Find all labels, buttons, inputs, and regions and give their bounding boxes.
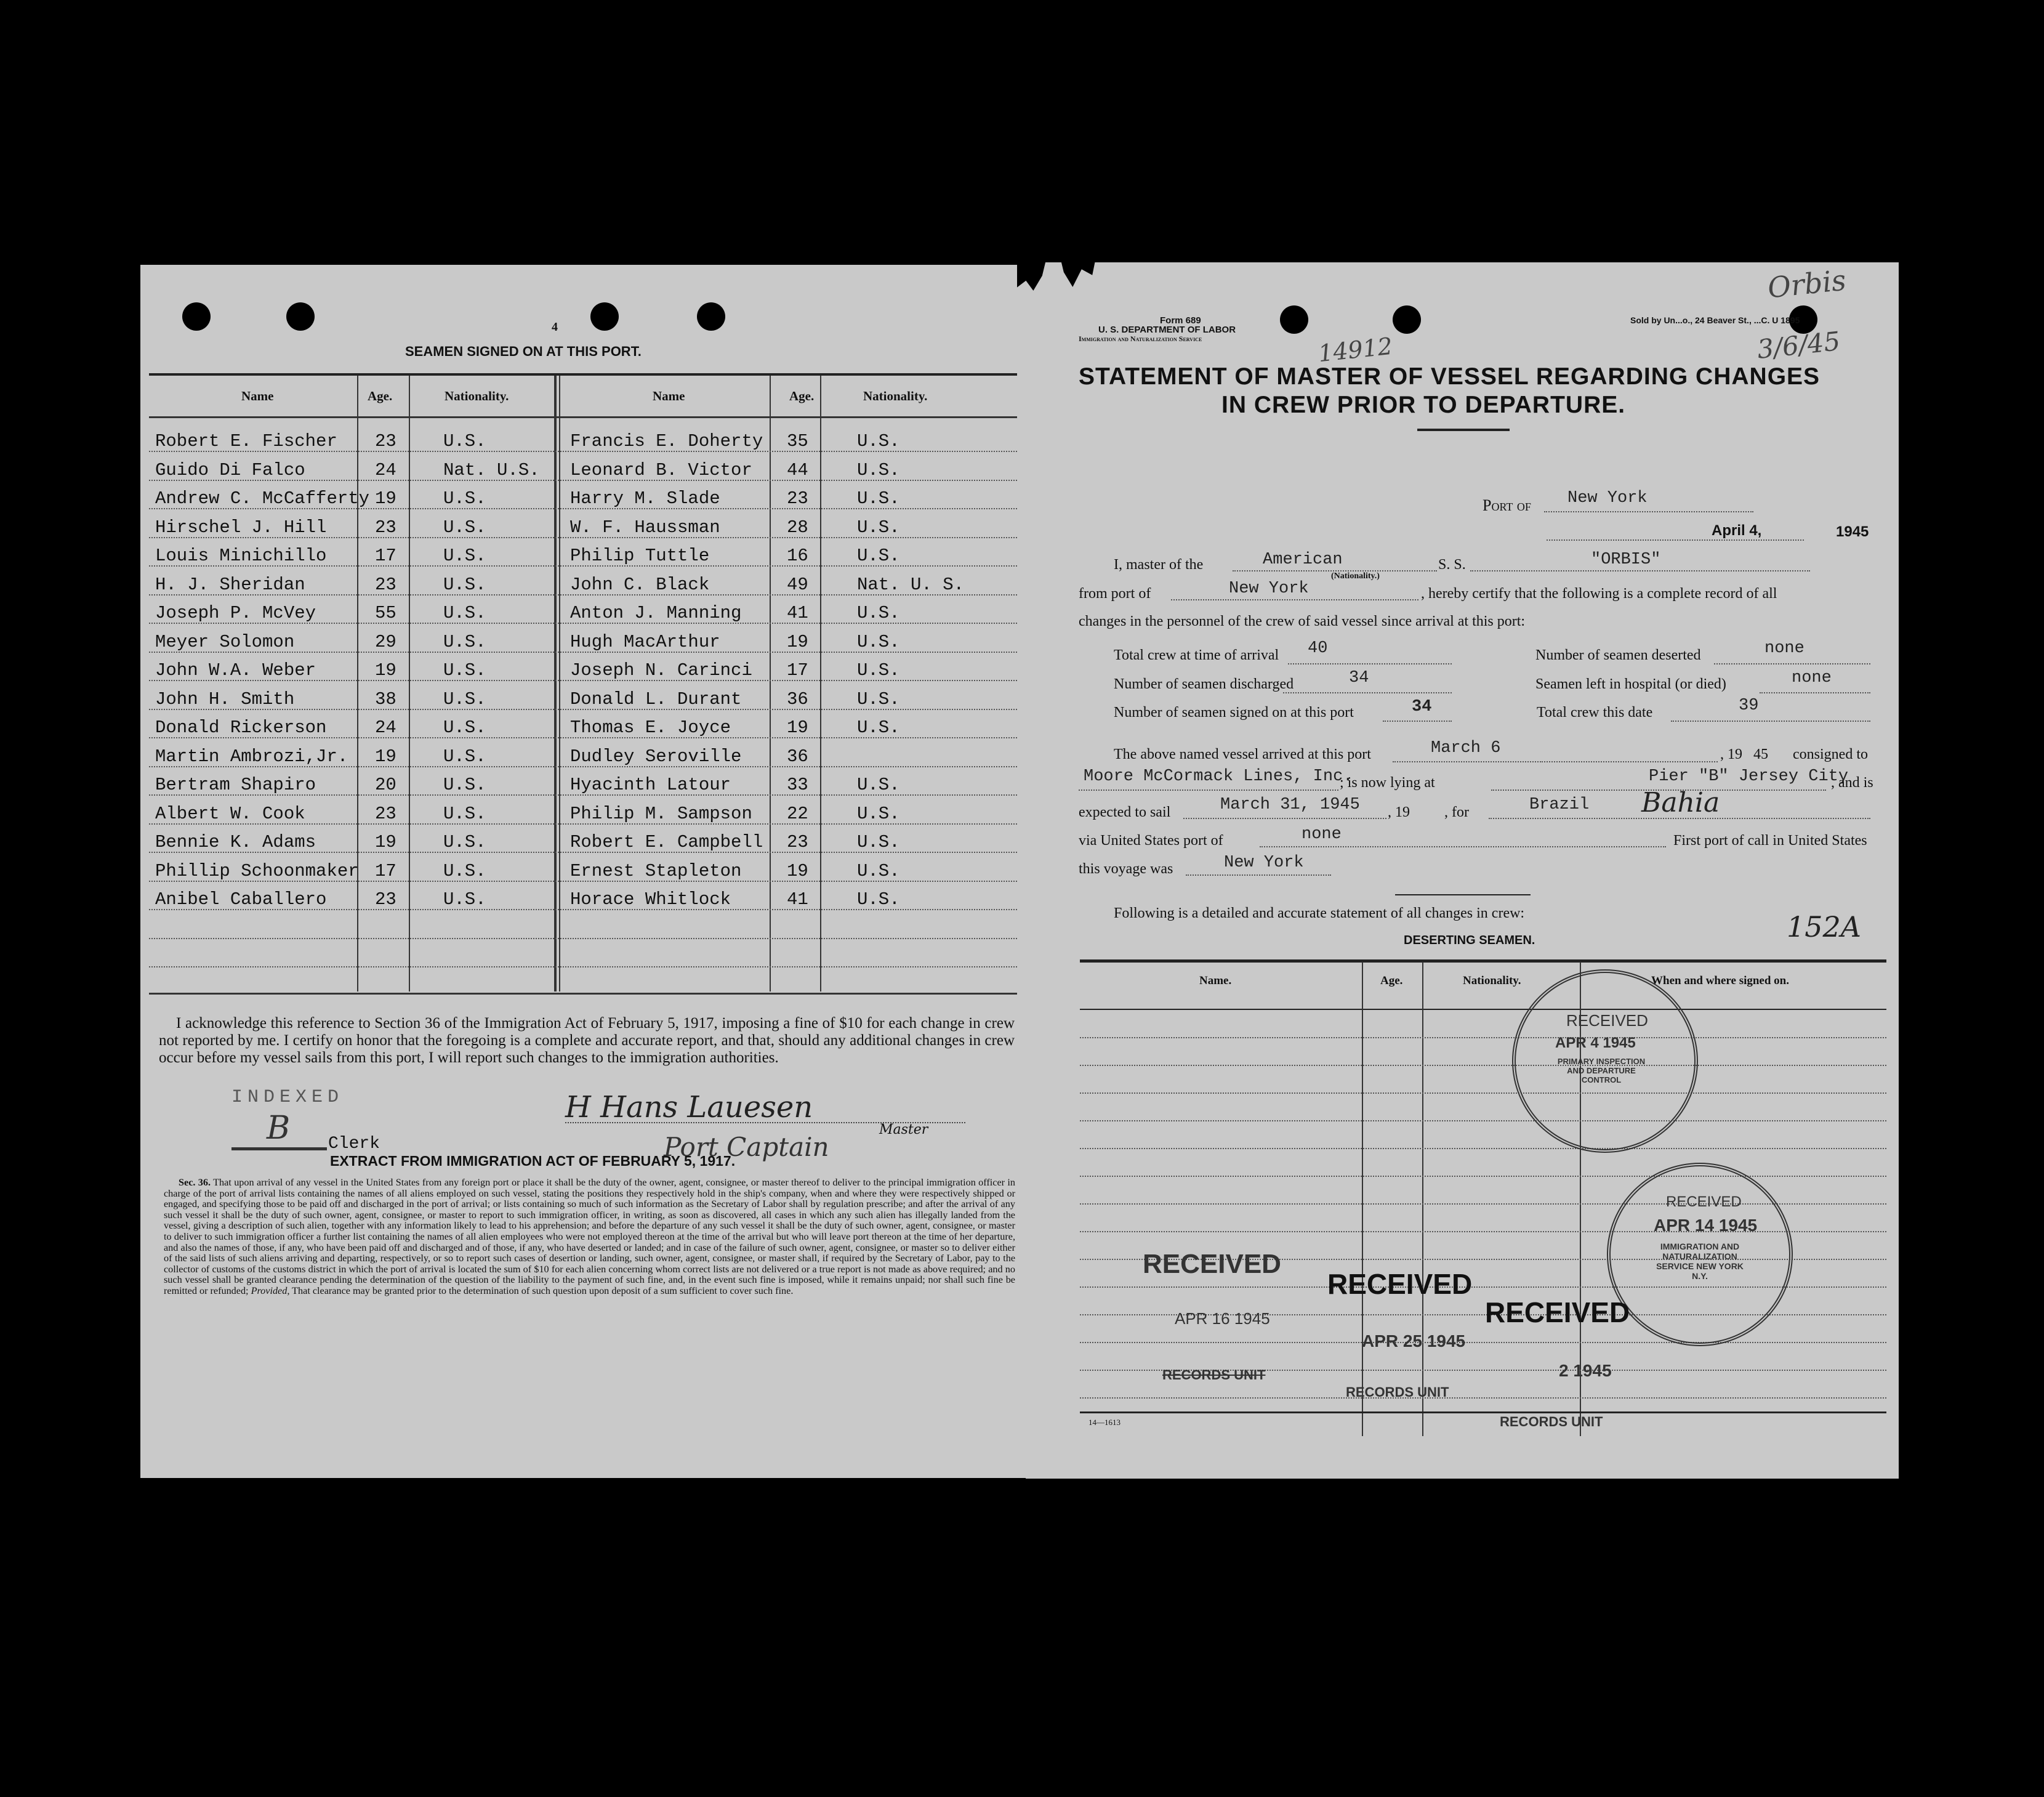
cell-age: 19 <box>787 631 808 652</box>
port-of-line <box>1544 511 1753 512</box>
punch-hole <box>697 302 725 331</box>
voyage-value: New York <box>1224 854 1304 872</box>
cell-name: Louis Minichillo <box>155 546 327 566</box>
extract-provided: Provided, <box>251 1285 290 1296</box>
cell-nat: U.S. <box>857 517 900 538</box>
cell-age: 33 <box>787 775 808 795</box>
received-stamp-3: RECEIVED <box>1485 1296 1630 1328</box>
deserting-heading: DESERTING SEAMEN. <box>1404 934 1535 947</box>
from-port-line <box>1171 599 1418 600</box>
clerk-initial: B <box>267 1110 291 1147</box>
deserting-row <box>1080 1092 1886 1094</box>
crew-row <box>149 510 1017 539</box>
deserting-header-rule <box>1080 1009 1886 1010</box>
col-nat-2: Nationality. <box>863 388 928 403</box>
cell-nat: U.S. <box>443 717 486 738</box>
handwritten-date: 3/6/45 <box>1755 326 1842 365</box>
expected-label: expected to sail <box>1079 804 1171 820</box>
cell-nat: U.S. <box>443 832 486 852</box>
col-age-1: Age. <box>368 388 393 403</box>
cell-age: 22 <box>787 803 808 824</box>
master-signature: H Hans Lauesen <box>565 1090 813 1125</box>
crew-row <box>149 939 1017 968</box>
for-line <box>1489 818 1870 819</box>
deserting-col-nationality: Nationality. <box>1463 974 1521 987</box>
arrived-year-prefix: , 19 <box>1720 746 1742 762</box>
cell-nat: U.S. <box>443 431 486 451</box>
row-line <box>149 966 1017 967</box>
consignee-line <box>1079 789 1338 791</box>
cell-nat: Nat. U. S. <box>857 574 965 595</box>
count-line <box>1760 692 1870 693</box>
cell-name: Thomas E. Joyce <box>570 717 731 738</box>
cell-nat: U.S. <box>857 860 900 881</box>
total-crew-arrival-value: 40 <box>1308 639 1328 658</box>
signed-on-value: 34 <box>1412 698 1432 716</box>
page-number: 4 <box>552 320 558 334</box>
deserting-col-name: Name. <box>1199 974 1232 987</box>
col-nat-1: Nationality. <box>445 388 509 403</box>
cell-name: Meyer Solomon <box>155 631 295 652</box>
cell-age: 36 <box>787 746 808 767</box>
handwritten-152a: 152A <box>1787 910 1862 943</box>
consigned-label: consigned to <box>1793 746 1868 762</box>
cell-age: 36 <box>787 689 808 709</box>
cell-nat: U.S. <box>857 631 900 652</box>
cell-age: 29 <box>375 631 396 652</box>
deserting-row <box>1080 1176 1886 1177</box>
total-crew-date-label: Total crew this date <box>1537 705 1653 721</box>
cell-name: Bertram Shapiro <box>155 775 316 795</box>
cell-nat: U.S. <box>443 517 486 538</box>
crew-row <box>149 882 1017 911</box>
crew-row <box>149 481 1017 510</box>
cell-name: Donald L. Durant <box>570 689 742 709</box>
from-port-label: from port of <box>1079 586 1151 602</box>
crew-row <box>149 767 1017 796</box>
cell-nat: U.S. <box>857 775 900 795</box>
cell-age: 23 <box>787 488 808 509</box>
clerk-underline <box>231 1147 327 1150</box>
port-of-value: New York <box>1567 489 1648 507</box>
crew-row <box>149 624 1017 653</box>
cell-nat: U.S. <box>857 660 900 680</box>
footer-code: 14—1613 <box>1088 1418 1121 1427</box>
cell-nat: U.S. <box>443 660 486 680</box>
col-age-2: Age. <box>789 388 815 403</box>
received-stamp-1-date: APR 16 1945 <box>1175 1309 1270 1328</box>
nationality-value: American <box>1263 551 1343 569</box>
deserting-col-age: Age. <box>1380 974 1403 987</box>
nationality-caption: (Nationality.) <box>1331 571 1380 581</box>
cell-nat: U.S. <box>857 488 900 509</box>
crew-row <box>149 653 1017 682</box>
cell-age: 23 <box>375 889 396 910</box>
cell-age: 41 <box>787 889 808 910</box>
col-name-2: Name <box>653 388 685 403</box>
cell-name: Anton J. Manning <box>570 603 742 623</box>
cell-age: 44 <box>787 459 808 480</box>
via-label: via United States port of <box>1079 833 1223 849</box>
cell-name: Andrew C. McCafferty <box>155 488 370 509</box>
expected-value: March 31, 1945 <box>1220 796 1360 814</box>
discharged-label: Number of seamen discharged <box>1114 676 1294 692</box>
date-line <box>1547 539 1804 541</box>
cell-age: 23 <box>375 517 396 538</box>
date-value: April 4, <box>1712 522 1762 539</box>
and-is: , and is <box>1831 775 1873 791</box>
deserting-rule <box>1422 962 1423 1436</box>
cell-age: 17 <box>787 660 808 680</box>
circle-stamp-sub-2: IMMIGRATION AND NATURALIZATION SERVICE NEW YORK N.Y. <box>1656 1242 1744 1281</box>
cell-name: Hirschel J. Hill <box>155 517 327 538</box>
discharged-value: 34 <box>1349 669 1369 687</box>
cell-age: 19 <box>375 660 396 680</box>
service: Immigration and Naturalization Service <box>1079 334 1202 343</box>
cell-nat: U.S. <box>443 775 486 795</box>
cell-nat: U.S. <box>443 689 486 709</box>
received-stamp-2-date: APR 25 1945 <box>1362 1331 1466 1351</box>
lying-value: Pier "B" Jersey City <box>1649 767 1849 786</box>
hospital-value: none <box>1792 669 1832 687</box>
circle-stamp-received-2: RECEIVED <box>1666 1193 1742 1210</box>
for-value: Brazil <box>1529 796 1590 814</box>
cell-name: Robert E. Fischer <box>155 431 337 451</box>
cell-name: Martin Ambrozi,Jr. <box>155 746 348 767</box>
crew-row <box>149 825 1017 854</box>
following-text: Following is a detailed and accurate statement of all changes in crew: <box>1114 905 1525 921</box>
deserting-rule <box>1362 962 1363 1436</box>
punch-hole <box>590 302 619 331</box>
cell-name: Guido Di Falco <box>155 459 305 480</box>
cell-age: 35 <box>787 431 808 451</box>
deserting-row <box>1080 1342 1886 1343</box>
cell-nat: U.S. <box>443 603 486 623</box>
certify-text: , hereby certify that the following is a complete record of all <box>1421 586 1777 602</box>
count-line <box>1714 663 1870 664</box>
crew-row <box>149 538 1017 567</box>
circle-stamp-primary-inspection <box>1512 969 1698 1153</box>
master-label: Master <box>879 1122 928 1137</box>
arrived-year: 45 <box>1753 746 1768 762</box>
cell-nat: U.S. <box>443 574 486 595</box>
torn-edge <box>1060 257 1096 287</box>
cell-name: Joseph P. McVey <box>155 603 316 623</box>
arrived-value: March 6 <box>1431 739 1501 757</box>
received-stamp-1-unit: RECORDS UNIT <box>1162 1367 1266 1383</box>
from-port-value: New York <box>1229 579 1309 598</box>
count-line <box>1283 692 1452 693</box>
first-port-label: First port of call in United States <box>1673 833 1867 849</box>
total-crew-arrival-label: Total crew at time of arrival <box>1114 647 1279 663</box>
received-stamp-3-date: 2 1945 <box>1559 1361 1612 1380</box>
cell-nat: U.S. <box>857 689 900 709</box>
deserting-top-rule <box>1080 959 1886 963</box>
cell-name: Hyacinth Latour <box>570 775 731 795</box>
hospital-label: Seamen left in hospital (or died) <box>1535 676 1726 692</box>
punch-hole <box>1393 305 1421 334</box>
circle-stamp-sub: PRIMARY INSPECTION AND DEPARTURE CONTROL <box>1557 1057 1646 1084</box>
cell-name: Bennie K. Adams <box>155 832 316 852</box>
arrived-line-2 <box>1544 761 1718 762</box>
cell-nat: U.S. <box>857 603 900 623</box>
form-title-line1: STATEMENT OF MASTER OF VESSEL REGARDING CHANGES <box>1079 363 1821 390</box>
extract-sec: Sec. 36. <box>179 1177 211 1188</box>
deserting-col-when: When and where signed on. <box>1651 974 1790 987</box>
count-line <box>1383 721 1452 722</box>
cell-name: John H. Smith <box>155 689 295 709</box>
cell-age: 23 <box>375 431 396 451</box>
changes-text: changes in the personnel of the crew of said vessel since arrival at this port: <box>1079 613 1526 629</box>
received-stamp-2-unit: RECORDS UNIT <box>1346 1384 1449 1400</box>
crew-table-header <box>149 373 1017 418</box>
cell-age: 55 <box>375 603 396 623</box>
cell-nat: U.S. <box>857 459 900 480</box>
master-of-label: I, master of the <box>1114 557 1204 573</box>
cell-age: 49 <box>787 574 808 595</box>
received-stamp-1: RECEIVED <box>1143 1249 1281 1279</box>
deserting-row <box>1080 1037 1886 1038</box>
extract-body: That upon arrival of any vessel in the United States from any foreign port or place it shall be the duty of the owner, agent, consignee, or master thereof to deliver to the principal immigration officer in charge of the port of arrival lists containing the names of all aliens employed on such vessel, stating the positions they respectively hold in the ship's company, when and where they were respectively shipped or engaged, and specifying those to be paid off and discharged in the port of arrival; or lists containing so much of such information as the Secretary of Labor shall by regulation prescribe; and after the arrival of any such vessel it shall be the duty of such owner, agent, consignee, or master to report to such immigration officer, in writing, as soon as discovered, all cases in which any such alien has illegally landed from the vessel, giving a description of such alien, together with any information likely to lead to his apprehension; and before the departure of any such vessel it shall be the duty of such owner, agent, consignee, or master to deliver to such immigration officer a further list containing the names of all alien employees who were not employed thereon at the time of the arrival but who will leave port thereon at the time of her departure, and also the names of those, if any, who have been paid off and discharged and of those, if any, who have deserted or landed; and in case of the failure of such owner, agent, consignee, or master so to deliver either of the said lists of such aliens arriving and departing, respectively, or so to report such cases of desertion or landing, such owner, agent, consignee, or master shall, if required by the Secretary of Labor, pay to the collector of customs of the customs district in which the port of arrival is located the sum of $10 for each alien concerning whom correct lists are not delivered or a true report is not made as above required; and no such vessel shall be granted clearance pending the determination of the question of the liability to the payment of such fine, and, in the event such fine is imposed, while it remains unpaid; nor shall such fine be remitted or refunded; <box>164 1177 1015 1296</box>
cell-name: H. J. Sheridan <box>155 574 305 595</box>
cell-age: 19 <box>375 832 396 852</box>
consignee-value: Moore McCormack Lines, Inc. <box>1084 767 1353 786</box>
crew-row <box>149 453 1017 482</box>
circle-stamp-date: APR 4 1945 <box>1555 1035 1636 1051</box>
punch-hole <box>286 302 315 331</box>
total-crew-date-value: 39 <box>1739 697 1759 715</box>
cell-age: 19 <box>787 717 808 738</box>
cell-name: Harry M. Slade <box>570 488 720 509</box>
seamen-signed-heading: SEAMEN SIGNED ON AT THIS PORT. <box>405 344 642 359</box>
extract-text <box>164 1177 1015 1297</box>
for-label: , for <box>1444 804 1469 820</box>
cell-age: 20 <box>375 775 396 795</box>
divider <box>1395 894 1531 895</box>
circle-stamp-received: RECEIVED <box>1566 1011 1648 1030</box>
voyage-line <box>1186 874 1331 876</box>
cell-age: 23 <box>787 832 808 852</box>
cell-age: 19 <box>375 488 396 509</box>
deserted-label: Number of seamen deserted <box>1535 647 1701 663</box>
crew-row <box>149 911 1017 940</box>
cell-age: 17 <box>375 546 396 566</box>
cell-name: Leonard B. Victor <box>570 459 752 480</box>
cell-nat: U.S. <box>443 889 486 910</box>
col-name-1: Name <box>241 388 274 403</box>
date-year: 1945 <box>1836 523 1869 540</box>
cell-age: 38 <box>375 689 396 709</box>
cell-nat: U.S. <box>443 746 486 767</box>
received-stamp-3-unit: RECORDS UNIT <box>1500 1414 1603 1429</box>
indexed-stamp: INDEXED <box>231 1087 344 1108</box>
cell-name: Philip Tuttle <box>570 546 710 566</box>
cell-nat: U.S. <box>857 889 900 910</box>
via-value: none <box>1302 825 1342 844</box>
crew-row <box>149 567 1017 596</box>
cell-name: Hugh MacArthur <box>570 631 720 652</box>
nineteen: , 19 <box>1388 804 1410 820</box>
ss-label: S. S. <box>1438 557 1466 573</box>
cell-name: Albert W. Cook <box>155 803 305 824</box>
crew-row <box>149 710 1017 739</box>
sold-by: Sold by Un...o., 24 Beaver St., ...C. U 1895 <box>1630 315 1800 325</box>
title-underline <box>1417 429 1510 431</box>
cell-age: 17 <box>375 860 396 881</box>
extract-heading: EXTRACT FROM IMMIGRATION ACT OF FEBRUARY 5, 1917. <box>330 1153 736 1169</box>
cell-name: John W.A. Weber <box>155 660 316 680</box>
extract-tail: That clearance may be granted prior to the determination of such question upon deposit of a sum sufficient to cover such fine. <box>292 1285 794 1296</box>
port-of-label: Port of <box>1483 496 1531 514</box>
cell-nat: U.S. <box>857 546 900 566</box>
deserting-row <box>1080 1120 1886 1121</box>
cell-age: 24 <box>375 459 396 480</box>
count-line <box>1671 721 1870 722</box>
arrived-line <box>1393 761 1543 762</box>
via-line <box>1260 846 1666 847</box>
crew-row <box>149 854 1017 882</box>
punch-hole <box>182 302 211 331</box>
cell-nat: U.S. <box>857 431 900 451</box>
circle-stamp-date-2: APR 14 1945 <box>1654 1216 1758 1235</box>
cell-nat: U.S. <box>857 803 900 824</box>
cell-name: Anibel Caballero <box>155 889 327 910</box>
signed-on-label: Number of seamen signed on at this port <box>1114 705 1354 721</box>
cell-nat: Nat. U.S. <box>443 459 540 480</box>
cell-age: 23 <box>375 803 396 824</box>
crew-row <box>149 682 1017 711</box>
cell-name: John C. Black <box>570 574 710 595</box>
clerk-label: Clerk <box>328 1134 380 1153</box>
left-page <box>140 265 1029 1478</box>
cell-name: Phillip Schoonmaker <box>155 860 359 881</box>
crew-row <box>149 424 1017 453</box>
cell-age: 23 <box>375 574 396 595</box>
cell-name: Francis E. Doherty <box>570 431 763 451</box>
cell-nat: U.S. <box>443 546 486 566</box>
cell-nat: U.S. <box>443 860 486 881</box>
handwritten-number: 14912 <box>1317 332 1394 368</box>
acknowledgement-text: I acknowledge this reference to Section 36 of the Immigration Act of February 5, 1917, imposing a fine of $10 for each change in crew not reported by me. I certify on honor that the foregoing is a complete and accurate report, and that, should any additional changes in crew occur before my vessel sails from this port, I will report such changes to the immigration authorities. <box>159 1015 1015 1066</box>
cell-nat: U.S. <box>857 717 900 738</box>
cell-name: Donald Rickerson <box>155 717 327 738</box>
cell-name: W. F. Haussman <box>570 517 720 538</box>
cell-nat: U.S. <box>443 488 486 509</box>
crew-row <box>149 596 1017 624</box>
deserting-row <box>1080 1148 1886 1149</box>
received-stamp-2: RECEIVED <box>1327 1268 1473 1300</box>
cell-age: 16 <box>787 546 808 566</box>
cell-name: Robert E. Campbell <box>570 832 763 852</box>
crew-row <box>149 739 1017 768</box>
expected-line <box>1183 818 1386 819</box>
crew-row <box>149 796 1017 825</box>
cell-name: Dudley Seroville <box>570 746 742 767</box>
cell-age: 24 <box>375 717 396 738</box>
form-title-line2: IN CREW PRIOR TO DEPARTURE. <box>1221 392 1626 418</box>
cell-age: 28 <box>787 517 808 538</box>
arrived-label: The above named vessel arrived at this port <box>1114 746 1371 762</box>
department: U. S. DEPARTMENT OF LABOR <box>1098 325 1236 335</box>
cell-name: Horace Whitlock <box>570 889 731 910</box>
cell-nat: U.S. <box>443 631 486 652</box>
cell-name: Ernest Stapleton <box>570 860 742 881</box>
deserting-bottom-rule <box>1080 1411 1886 1413</box>
cell-age: 19 <box>375 746 396 767</box>
punch-hole <box>1280 305 1308 334</box>
right-page <box>1026 262 1899 1479</box>
deserting-row <box>1080 1397 1886 1399</box>
deserting-row <box>1080 1065 1886 1066</box>
ss-line <box>1470 570 1810 571</box>
deserted-value: none <box>1764 639 1805 658</box>
cell-age: 41 <box>787 603 808 623</box>
ss-value: "ORBIS" <box>1591 551 1661 569</box>
cell-name: Philip M. Sampson <box>570 803 752 824</box>
count-line <box>1288 663 1452 664</box>
handwritten-top: Orbis <box>1766 263 1848 305</box>
voyage-label: this voyage was <box>1079 861 1173 877</box>
port-captain-signature: Port Captain <box>664 1132 829 1162</box>
circle-stamp-ins <box>1607 1163 1793 1346</box>
form-number: Form 689 <box>1160 315 1201 326</box>
for-handwritten: Bahia <box>1641 787 1720 818</box>
table-bottom-rule <box>149 993 1017 995</box>
cell-name: Joseph N. Carinci <box>570 660 752 680</box>
cell-nat: U.S. <box>443 803 486 824</box>
cell-age: 19 <box>787 860 808 881</box>
cell-nat: U.S. <box>857 832 900 852</box>
lying-label: ; is now lying at <box>1340 775 1435 791</box>
